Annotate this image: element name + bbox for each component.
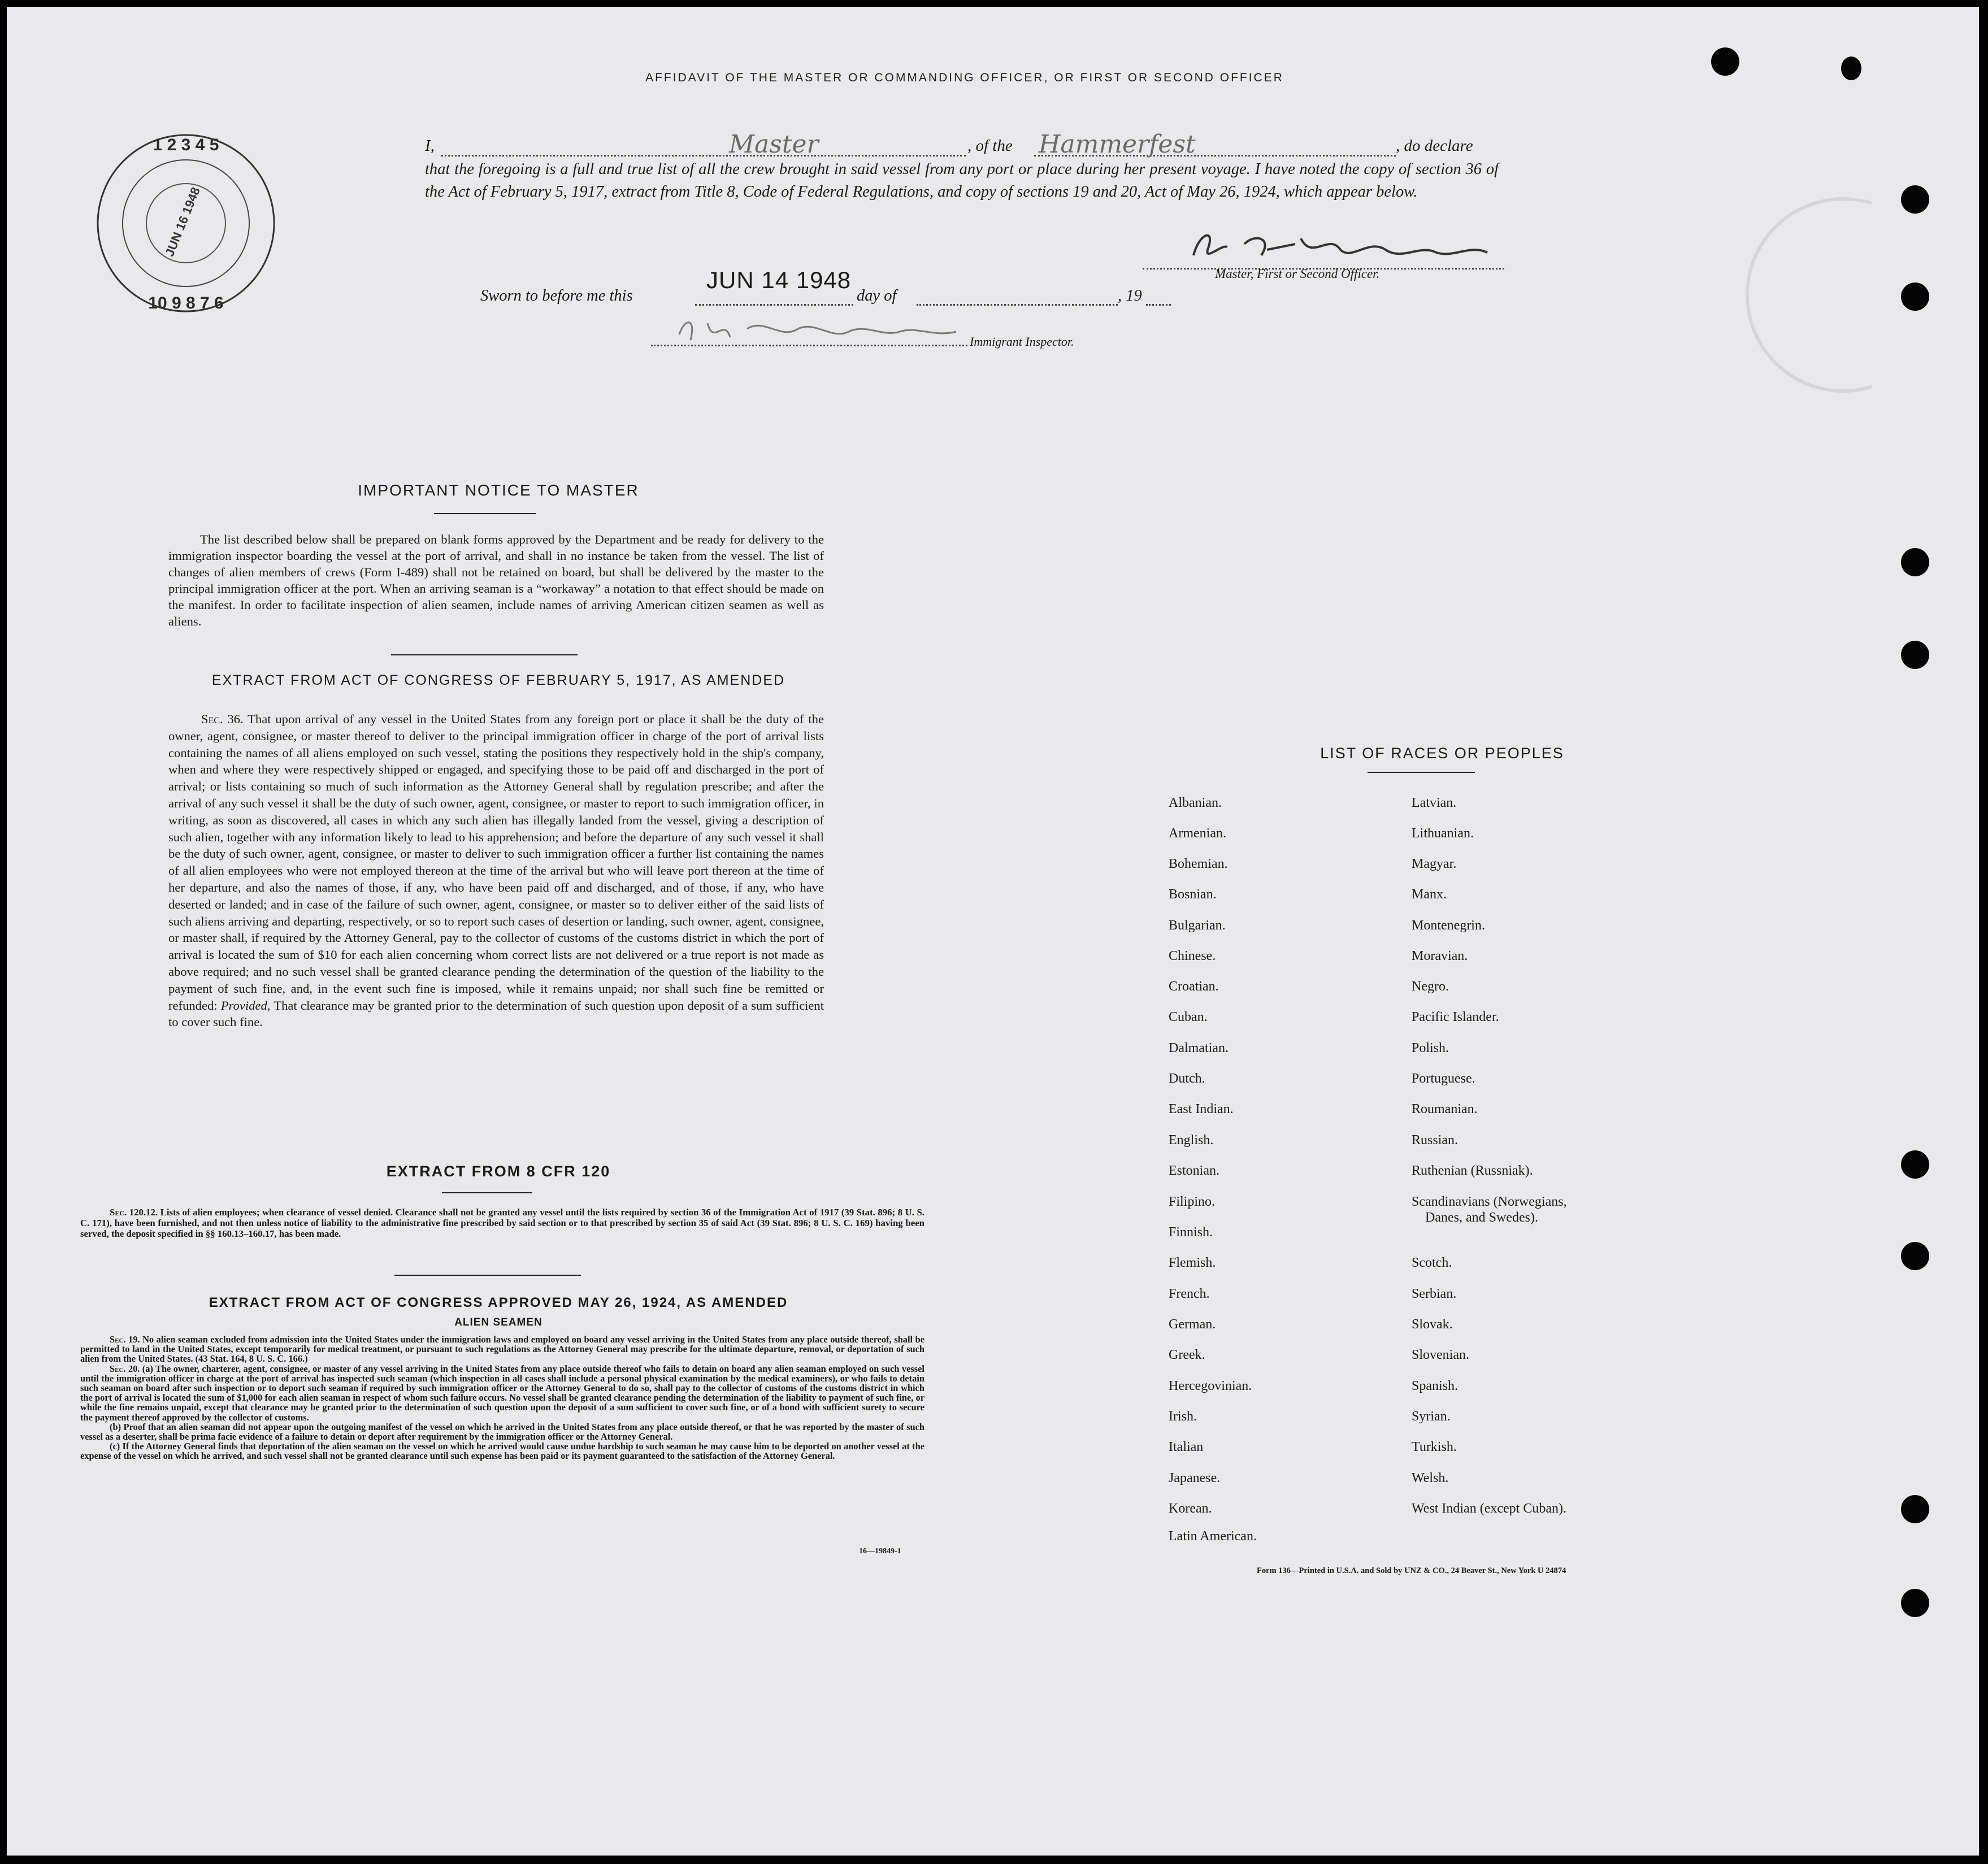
race-item: Slovenian. [1412, 1348, 1469, 1362]
race-item: Chinese. [1169, 949, 1216, 963]
sec-20c-body: (c) If the Attorney General finds that deportation of the alien seaman on the vessel on which he arrived would cause undue hardship to such seaman he may cause him to be deported on another vessel at the expense of the vessel on which he arrived, and such vessel shall not be granted clearance until such expense has been paid or its payment guaranteed to the satisfaction of the Attorney General. [80, 1441, 924, 1462]
race-item: Bulgarian. [1169, 918, 1226, 933]
sworn-day-label: day of [857, 287, 897, 305]
master-name-handwritten: Master [729, 130, 819, 159]
race-item: Japanese. [1169, 1471, 1221, 1485]
form-page [7, 7, 1979, 1856]
inspector-caption: Immigrant Inspector. [970, 334, 1074, 349]
race-item: Scandinavians (Norwegians, [1412, 1194, 1567, 1209]
punch-hole [1901, 1150, 1929, 1179]
race-item: Greek. [1169, 1348, 1205, 1362]
race-item: West Indian (except Cuban). [1412, 1501, 1566, 1516]
race-item: Syrian. [1412, 1409, 1451, 1424]
race-item: Spanish. [1412, 1379, 1459, 1393]
race-item: Latin American. [1169, 1529, 1257, 1544]
race-item: Korean. [1169, 1501, 1212, 1516]
race-item: Hercegovinian. [1169, 1379, 1252, 1393]
race-item: Russian. [1412, 1133, 1459, 1148]
master-name-field [441, 130, 966, 159]
sec-120-body: Lists of alien employees; when clearance of vessel denied. Clearance shall not be granted any vessel until the lists required by section 36 of the Immigration Act of 1917 (39 Stat. 896; 8 U. S. C. 171), have been furnished, and not then unless notice of liability to the administrative fine prescribed by said section or to that prescribed by section 35 of said Act (39 Stat. 896; 8 U. S. C. 169) having been served, the deposit specified in §§ 160.13–160.17, has been made. [80, 1207, 924, 1239]
race-item: Dutch. [1169, 1071, 1205, 1086]
sworn-month-field [917, 289, 1118, 306]
sec-36-label: Sec. 36. [201, 712, 244, 726]
sec-20-label: Sec. 20. [110, 1363, 140, 1374]
race-item: Albanian. [1169, 796, 1222, 810]
race-item: Scotch. [1412, 1255, 1452, 1270]
sworn-year-label: , 19 [1118, 287, 1142, 305]
vessel-name-field [1034, 130, 1396, 159]
sec-120-label: Sec. 120.12. [110, 1207, 158, 1218]
affidavit-of-the: , of the [967, 137, 1013, 155]
race-item: East Indian. [1169, 1102, 1234, 1116]
race-item: Danes, and Swedes). [1425, 1210, 1538, 1225]
race-item: Armenian. [1169, 826, 1226, 841]
affidavit-declare: , do declare [1396, 137, 1473, 155]
race-item: Cuban. [1169, 1010, 1208, 1024]
race-item: Finnish. [1169, 1225, 1213, 1240]
punch-hole [1901, 641, 1929, 669]
inspector-signature [674, 312, 967, 351]
race-item: Manx. [1412, 887, 1447, 902]
race-item: Welsh. [1412, 1471, 1449, 1485]
cfr-text [80, 1207, 924, 1239]
extract-1917-heading: EXTRACT FROM ACT OF CONGRESS OF FEBRUARY 5, 1917, AS AMENDED [211, 672, 785, 688]
notice-body: The list described below shall be prepared on blank forms approved by the Department and be ready for delivery to the immigration inspector boarding the vessel at the port of arrival, and shall in no instance be taken from the vessel. The list of changes of alien members of crews (Form I-489) shall not be retained on board, but shall be delivered by the master to the principal immigration officer at the port. When an arriving seaman is a “workaway” a notation to that effect should be made on the manifest. In order to facilitate inspection of alien seamen, include names of arriving American citizen seamen as well as aliens. [168, 532, 824, 628]
race-item: Italian [1169, 1440, 1204, 1454]
alien-seamen-subheading: ALIEN SEAMEN [454, 1316, 542, 1328]
race-item: Estonian. [1169, 1163, 1219, 1178]
sec-20a-body: (a) The owner, charterer, agent, consignee, or master of any vessel arriving in the United States from any place outside thereof who fails to detain on board any alien seaman employed on such vessel until the immigration officer in charge at the port of arrival has inspected such seaman (which inspection in all cases shall include a personal physical examination by the medical examiners), or who fails to detain such seaman on board after such inspection or to deport such seaman if required by such immigration officer or the Attorney General to do so, shall pay to the collector of customs of the customs district in which the port of arrival is located the sum of $1,000 for each alien seaman in respect of whom such failure occurs. No vessel shall be granted clearance pending the determination of the liability to payment of such fine, or while the fine remains unpaid, except that clearance may be granted prior to the determination of such question upon the deposit of a sum sufficient to cover such fine, or of a bond with sufficient surety to secure the payment thereof approved by the collector of customs. [80, 1363, 924, 1423]
race-item: Bohemian. [1169, 857, 1228, 871]
sec-20b-body: (b) Proof that an alien seaman did not appear upon the outgoing manifest of the vessel on which he arrived in the United States from any place outside thereof, or that he was reported by the master of such vessel as a deserter, shall be prima facie evidence of a failure to detain or deport after requirement by the immigration officer or the Attorney General. [80, 1421, 924, 1442]
punch-hole [1901, 1589, 1929, 1617]
extract-1924-text [80, 1335, 924, 1461]
form-code: 16—19849-1 [859, 1547, 901, 1555]
proviso-body: That clearance may be granted prior to the determination of such question upon deposit of a sum sufficient to cover such fine. [168, 998, 824, 1029]
punch-hole [1901, 283, 1929, 311]
race-item: Serbian. [1412, 1287, 1457, 1301]
affidavit-prefix: I, [425, 137, 435, 155]
faint-stamp-mark [1736, 193, 1872, 397]
race-item: Slovak. [1412, 1317, 1453, 1332]
proviso-label: Provided, [220, 998, 271, 1013]
sworn-prefix: Sworn to before me this [480, 287, 633, 305]
race-item: Pacific Islander. [1412, 1010, 1499, 1024]
race-item: Flemish. [1169, 1255, 1216, 1270]
race-item: Irish. [1169, 1409, 1197, 1424]
race-item: Magyar. [1412, 857, 1457, 871]
race-item: Polish. [1412, 1041, 1449, 1055]
race-item: Moravian. [1412, 949, 1468, 963]
race-item: Lithuanian. [1412, 826, 1474, 841]
race-item: Latvian. [1412, 796, 1457, 810]
race-item: English. [1169, 1133, 1214, 1148]
sec-19-body: No alien seaman excluded from admission into the United States under the immigration laws and employed on board any vessel arriving in the United States from any place outside thereof, shall be permitted to land in the United States, except temporarily for medical treatment, or pursuant to such regulations as the Attorney General may prescribe for the ultimate departure, removal, or deportation of such alien from the United States. (43 Stat. 164, 8 U. S. C. 166.) [80, 1334, 924, 1365]
races-heading: LIST OF RACES OR PEOPLES [1320, 745, 1564, 762]
race-item: Croatian. [1169, 979, 1219, 994]
affidavit-body: that the foregoing is a full and true list of all the crew brought in said vessel from any port or place during her present voyage. I have noted the copy of section 36 of the Act of February 5, 1917, extract from Title 8, Code of Federal Regulations, and copy of sections 19 and 20, Act of May 26, 1924, which appear below. [425, 160, 1499, 201]
svg-text:1 2 3 4 5: 1 2 3 4 5 [153, 136, 219, 154]
immigration-seal [89, 127, 283, 320]
seal-date: JUN 16 1948 [162, 185, 203, 259]
cfr-heading: EXTRACT FROM 8 CFR 120 [386, 1163, 611, 1180]
race-item: Montenegrin. [1412, 918, 1485, 933]
sec-19-label: Sec. 19. [110, 1334, 140, 1345]
punch-hole [1901, 548, 1929, 576]
race-item: Ruthenian (Russniak). [1412, 1163, 1533, 1178]
master-caption: Master, First or Second Officer. [1215, 267, 1380, 281]
race-item: German. [1169, 1317, 1216, 1332]
extract-1917-text [168, 711, 824, 1031]
race-item: Roumanian. [1412, 1102, 1478, 1116]
race-item: Negro. [1412, 979, 1449, 994]
race-item: Turkish. [1412, 1440, 1457, 1454]
sworn-year-field [1146, 289, 1171, 306]
printer-footer: Form 136—Printed in U.S.A. and Sold by UNZ & CO., 24 Beaver St., New York U 24874 [1257, 1566, 1566, 1575]
affidavit-heading: AFFIDAVIT OF THE MASTER OR COMMANDING OFFICER, OR FIRST OR SECOND OFFICER [645, 71, 1284, 84]
vessel-name-handwritten: Hammerfest [1039, 130, 1196, 159]
race-item: Filipino. [1169, 1194, 1216, 1209]
inspector-signature-line [651, 329, 967, 346]
race-item: Portuguese. [1412, 1071, 1475, 1086]
race-item: Dalmatian. [1169, 1041, 1229, 1055]
race-item: Bosnian. [1169, 887, 1217, 902]
extract-1924-heading: EXTRACT FROM ACT OF CONGRESS APPROVED MAY 26, 1924, AS AMENDED [209, 1295, 788, 1310]
race-item: French. [1169, 1287, 1210, 1301]
punch-hole [1901, 185, 1929, 214]
svg-text:10 9 8 7 6: 10 9 8 7 6 [148, 294, 224, 312]
punch-hole [1901, 1495, 1929, 1523]
sworn-day-field [695, 267, 853, 306]
sworn-date-stamp: JUN 14 1948 [706, 267, 852, 293]
punch-hole [1901, 1242, 1929, 1270]
sec-36-body: That upon arrival of any vessel in the United States from any foreign port or place it shall be the duty of the owner, agent, consignee, or master thereof to deliver to the principal immigration officer in charge of the port of arrival lists containing the names of all aliens employed on such vessel, stating the positions they respectively hold in the ship's company, when and where they were respectively shipped or engaged, and specifying those to be paid off and discharged in the port of arrival; or lists containing so much of such information as the Attorney General shall by regulation prescribe; and after the arrival of any such vessel it shall be the duty of such owner, agent, consignee, or master to report to such immigration officer, in writing, as soon as discovered, all cases in which any such alien has illegally landed from the vessel, giving a description of such alien, together with any information likely to lead to his apprehension; and before the departure of any such vessel it shall be the duty of such owner, agent, consignee, or master to deliver to such immigration officer a further list containing the names of all alien employees who were not employed thereon at the time of the arrival but who will leave port thereon at the time of her departure, and also the names of those, if any, who have been paid off and discharged, and of those, if any, who have deserted or landed; and in case of the failure of such owner, agent, consignee, or master so to deliver either of the said lists of such aliens arriving and departing, respectively, or so to report such cases of desertion or landing, such owner, agent, consignee, or master shall, if required by the Attorney General, pay to the collector of customs of the customs district in which the port of arrival is located the sum of $10 for each alien concerning whom correct lists are not delivered or a true report is not made as above required; and no such vessel shall be granted clearance pending the determination of the question of the liability to the payment of such fine, and, in the event such fine is imposed, while it remains unpaid; nor shall such fine be remitted or refunded: [168, 712, 824, 1013]
notice-heading: IMPORTANT NOTICE TO MASTER [358, 481, 639, 499]
